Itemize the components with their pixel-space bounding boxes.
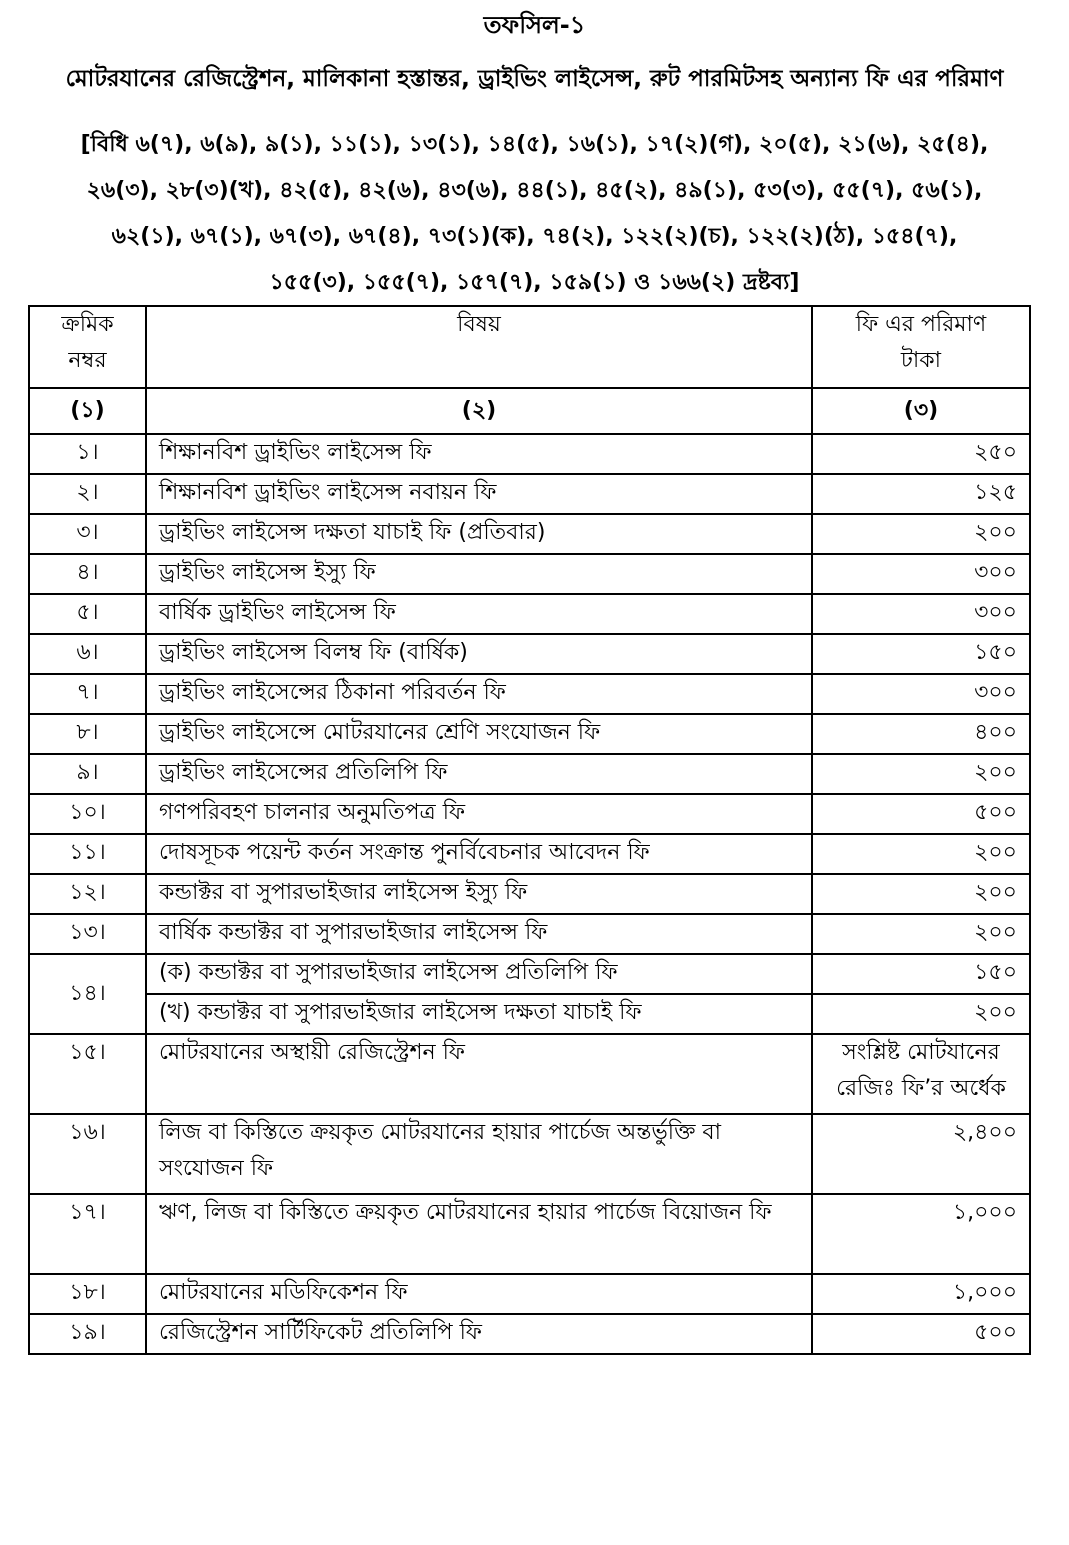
rule-reference-line: ২৬(৩), ২৮(৩)(খ), ৪২(৫), ৪২(৬), ৪৩(৬), ৪৪(১), ৪৫(২), ৪৯(১), ৫৩(৩), ৫৫(৭), ৫৬(১), — [86, 178, 983, 203]
document-heading: মোটরযানের রেজিস্ট্রেশন, মালিকানা হস্তান্তর, ড্রাইভিং লাইসেন্স, রুট পারমিটসহ অন্যান্য ফি এর পরিমাণ — [65, 66, 1004, 92]
rule-reference-line: [বিধি ৬(৭), ৬(৯), ৯(১), ১১(১), ১৩(১), ১৪(৫), ১৬(১), ১৭(২)(গ), ২০(৫), ২১(৬), ২৫(৪), — [80, 132, 989, 157]
row-serial: ১১। — [29, 834, 146, 874]
row-serial: ৭। — [29, 674, 146, 714]
row-subject: (ক) কন্ডাক্টর বা সুপারভাইজার লাইসেন্স প্রতিলিপি ফি — [146, 954, 812, 994]
header-fee — [812, 306, 1030, 388]
row-fee: ৪০০ — [812, 714, 1030, 754]
table-row — [29, 714, 1030, 754]
column-number-row — [29, 388, 1030, 434]
row-fee: ১২৫ — [812, 474, 1030, 514]
row-subject: ড্রাইভিং লাইসেন্স বিলম্ব ফি (বার্ষিক) — [146, 634, 812, 674]
row-subject: মোটরযানের মডিফিকেশন ফি — [146, 1274, 812, 1314]
row-subject: ড্রাইভিং লাইসেন্স ইস্যু ফি — [146, 554, 812, 594]
row-serial: ২। — [29, 474, 146, 514]
row-serial: ১৪। — [29, 954, 146, 1034]
header-serial-line1: ক্রমিক — [61, 312, 114, 337]
row-subject: ড্রাইভিং লাইসেন্স দক্ষতা যাচাই ফি (প্রতিবার) — [146, 514, 812, 554]
row-fee: ১৫০ — [812, 634, 1030, 674]
row-fee: ২০০ — [812, 874, 1030, 914]
table-row — [29, 1314, 1030, 1354]
row-fee: ৫০০ — [812, 794, 1030, 834]
rule-reference-line: ৬২(১), ৬৭(১), ৬৭(৩), ৬৭(৪), ৭৩(১)(ক), ৭৪(২), ১২২(২)(চ), ১২২(২)(ঠ), ১৫৪(৭), — [111, 224, 958, 249]
row-fee: ২০০ — [812, 914, 1030, 954]
row-serial: ৪। — [29, 554, 146, 594]
header-serial-line2: নম্বর — [68, 348, 107, 373]
row-subject: ঋণ, লিজ বা কিস্তিতে ক্রয়কৃত মোটরযানের হায়ার পার্চেজ বিয়োজন ফি — [146, 1194, 812, 1274]
row-subject: বার্ষিক ড্রাইভিং লাইসেন্স ফি — [146, 594, 812, 634]
row-subject: ড্রাইভিং লাইসেন্সে মোটরযানের শ্রেণি সংযোজন ফি — [146, 714, 812, 754]
row-serial: ৬। — [29, 634, 146, 674]
schedule-title: তফসিল-১ — [483, 11, 586, 39]
table-row — [29, 1034, 1030, 1114]
header-fee-line1: ফি এর পরিমাণ — [855, 312, 987, 337]
row-serial: ১২। — [29, 874, 146, 914]
row-serial: ১৯। — [29, 1314, 146, 1354]
row-subject: (খ) কন্ডাক্টর বা সুপারভাইজার লাইসেন্স দক্ষতা যাচাই ফি — [146, 994, 812, 1034]
row-serial: ৯। — [29, 754, 146, 794]
row-subject: শিক্ষানবিশ ড্রাইভিং লাইসেন্স ফি — [146, 434, 812, 474]
row-serial: ১০। — [29, 794, 146, 834]
row-serial: ১৭। — [29, 1194, 146, 1274]
row-serial: ৮। — [29, 714, 146, 754]
row-serial: ১৮। — [29, 1274, 146, 1314]
table-row — [29, 594, 1030, 634]
row-subject: মোটরযানের অস্থায়ী রেজিস্ট্রেশন ফি — [146, 1034, 812, 1114]
row-serial: ১৫। — [29, 1034, 146, 1114]
table-row — [29, 834, 1030, 874]
row-subject: শিক্ষানবিশ ড্রাইভিং লাইসেন্স নবায়ন ফি — [146, 474, 812, 514]
row-serial: ৫। — [29, 594, 146, 634]
row-fee: ১,০০০ — [812, 1194, 1030, 1274]
column-number: (২) — [146, 388, 812, 434]
row-fee: ২,৪০০ — [812, 1114, 1030, 1194]
row-subject: লিজ বা কিস্তিতে ক্রয়কৃত মোটরযানের হায়ার পার্চেজ অন্তর্ভুক্তি বা সংযোজন ফি — [146, 1114, 812, 1194]
row-fee: ৩০০ — [812, 674, 1030, 714]
row-fee: ২০০ — [812, 754, 1030, 794]
row-fee: ২০০ — [812, 994, 1030, 1034]
row-fee: ৩০০ — [812, 554, 1030, 594]
header-serial — [29, 306, 146, 388]
column-number: (৩) — [812, 388, 1030, 434]
table-row — [29, 514, 1030, 554]
row-subject: বার্ষিক কন্ডাক্টর বা সুপারভাইজার লাইসেন্স ফি — [146, 914, 812, 954]
table-row — [29, 954, 1030, 994]
row-fee: ২০০ — [812, 514, 1030, 554]
header-subject — [146, 306, 812, 388]
table-header-row — [29, 306, 1030, 388]
table-row — [29, 754, 1030, 794]
row-serial: ৩। — [29, 514, 146, 554]
row-subject: ড্রাইভিং লাইসেন্সের প্রতিলিপি ফি — [146, 754, 812, 794]
row-serial: ১। — [29, 434, 146, 474]
table-row — [29, 554, 1030, 594]
row-subject: রেজিস্ট্রেশন সার্টিফিকেট প্রতিলিপি ফি — [146, 1314, 812, 1354]
row-serial: ১৬। — [29, 1114, 146, 1194]
table-row — [29, 674, 1030, 714]
table-row — [29, 794, 1030, 834]
row-subject: কন্ডাক্টর বা সুপারভাইজার লাইসেন্স ইস্যু ফি — [146, 874, 812, 914]
table-row — [29, 474, 1030, 514]
row-fee: ১,০০০ — [812, 1274, 1030, 1314]
row-fee: সংশ্লিষ্ট মোটযানের রেজিঃ ফি’র অর্ধেক — [812, 1034, 1030, 1114]
row-subject: গণপরিবহণ চালনার অনুমতিপত্র ফি — [146, 794, 812, 834]
table-row — [29, 434, 1030, 474]
table-row — [29, 634, 1030, 674]
table-row — [29, 1194, 1030, 1274]
row-fee: ২০০ — [812, 834, 1030, 874]
row-serial: ১৩। — [29, 914, 146, 954]
rule-references — [40, 122, 1029, 306]
table-row — [29, 1274, 1030, 1314]
row-fee: ২৫০ — [812, 434, 1030, 474]
table-row — [29, 874, 1030, 914]
header-subject-label: বিষয় — [457, 312, 501, 337]
row-fee: ৩০০ — [812, 594, 1030, 634]
table-row — [29, 1114, 1030, 1194]
row-fee: ১৫০ — [812, 954, 1030, 994]
header-fee-line2: টাকা — [900, 348, 942, 373]
fee-table — [28, 305, 1031, 1355]
column-number: (১) — [29, 388, 146, 434]
table-row — [29, 994, 1030, 1034]
rule-reference-line: ১৫৫(৩), ১৫৫(৭), ১৫৭(৭), ১৫৯(১) ও ১৬৬(২) দ্রষ্টব্য] — [269, 270, 800, 295]
table-row — [29, 914, 1030, 954]
row-subject: ড্রাইভিং লাইসেন্সের ঠিকানা পরিবর্তন ফি — [146, 674, 812, 714]
row-subject: দোষসূচক পয়েন্ট কর্তন সংক্রান্ত পুনর্বিবেচনার আবেদন ফি — [146, 834, 812, 874]
row-fee: ৫০০ — [812, 1314, 1030, 1354]
